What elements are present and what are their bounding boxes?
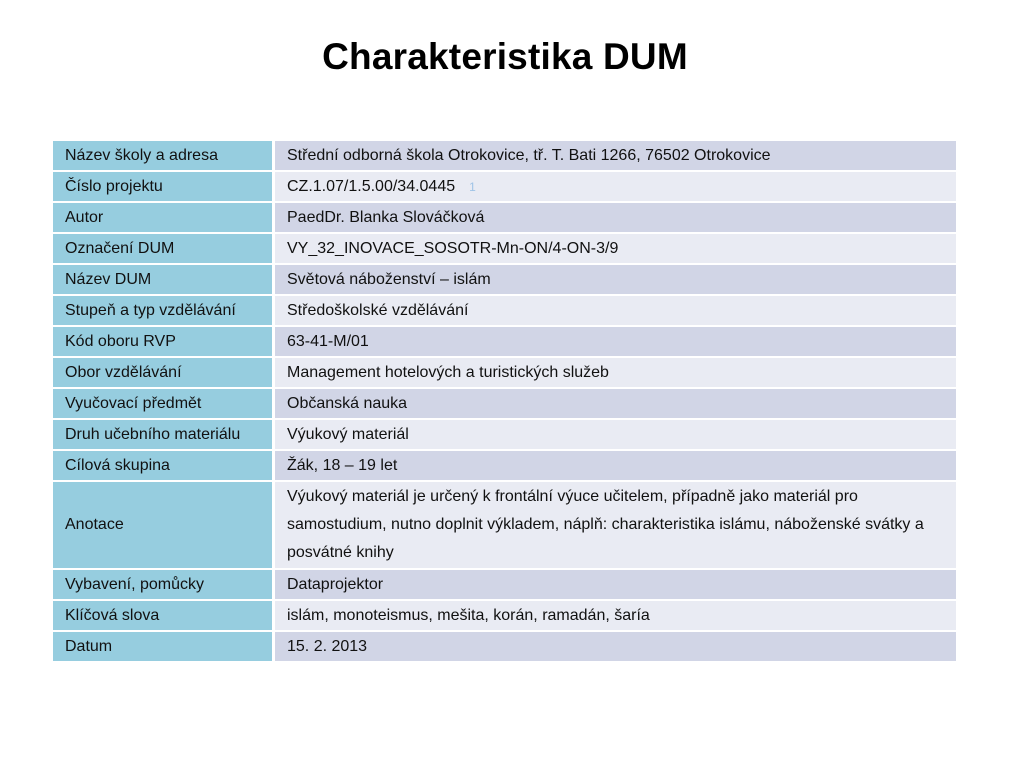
- row-value-equipment: Dataprojektor: [274, 569, 957, 600]
- row-label-keywords: Klíčová slova: [53, 600, 274, 631]
- row-value-project-number: [274, 171, 957, 202]
- row-label-field: Obor vzdělávání: [53, 357, 274, 388]
- row-value-target-group: Žák, 18 – 19 let: [274, 450, 957, 481]
- table-row: [53, 233, 956, 264]
- row-label-rvp-code: Kód oboru RVP: [53, 326, 274, 357]
- project-number-text: CZ.1.07/1.5.00/34.0445: [287, 177, 456, 195]
- project-number-marker: 1: [469, 179, 476, 194]
- table-row: [53, 202, 956, 233]
- row-value-dum-name: Světová náboženství – islám: [274, 264, 957, 295]
- table-row: [53, 326, 956, 357]
- row-value-dum-code: VY_32_INOVACE_SOSOTR-Mn-ON/4-ON-3/9: [274, 233, 957, 264]
- row-value-subject: Občanská nauka: [274, 388, 957, 419]
- table-row: [53, 481, 956, 569]
- table-row: [53, 171, 956, 202]
- row-label-school: Název školy a adresa: [53, 141, 274, 171]
- row-label-dum-code: Označení DUM: [53, 233, 274, 264]
- row-label-project-number: Číslo projektu: [53, 171, 274, 202]
- slide-title: Charakteristika DUM: [322, 36, 688, 77]
- table-row: [53, 357, 956, 388]
- table-row: [53, 264, 956, 295]
- dum-info-table: [53, 141, 956, 662]
- table-row: [53, 419, 956, 450]
- row-label-target-group: Cílová skupina: [53, 450, 274, 481]
- row-label-date: Datum: [53, 631, 274, 662]
- row-value-field: Management hotelových a turistických služeb: [274, 357, 957, 388]
- table-row: [53, 569, 956, 600]
- table-row: [53, 631, 956, 662]
- table-row: [53, 388, 956, 419]
- table-row: [53, 295, 956, 326]
- table-row: [53, 600, 956, 631]
- row-value-keywords: islám, monoteismus, mešita, korán, ramadán, šaría: [274, 600, 957, 631]
- row-value-author: PaedDr. Blanka Slováčková: [274, 202, 957, 233]
- row-label-equipment: Vybavení, pomůcky: [53, 569, 274, 600]
- row-label-subject: Vyučovací předmět: [53, 388, 274, 419]
- row-value-education-level: Středoškolské vzdělávání: [274, 295, 957, 326]
- row-label-education-level: Stupeň a typ vzdělávání: [53, 295, 274, 326]
- row-value-school: Střední odborná škola Otrokovice, tř. T. Bati 1266, 76502 Otrokovice: [274, 141, 957, 171]
- row-value-rvp-code: 63-41-M/01: [274, 326, 957, 357]
- row-label-annotation: Anotace: [53, 481, 274, 569]
- row-value-date: 15. 2. 2013: [274, 631, 957, 662]
- row-label-dum-name: Název DUM: [53, 264, 274, 295]
- row-label-author: Autor: [53, 202, 274, 233]
- table-row: [53, 141, 956, 171]
- row-value-material-type: Výukový materiál: [274, 419, 957, 450]
- row-label-material-type: Druh učebního materiálu: [53, 419, 274, 450]
- table-row: [53, 450, 956, 481]
- row-value-annotation: Výukový materiál je určený k frontální výuce učitelem, případně jako materiál pro samostudium, nutno doplnit výkladem, náplň: charakteristika islámu, náboženské svátky a posvátné knihy: [274, 481, 957, 569]
